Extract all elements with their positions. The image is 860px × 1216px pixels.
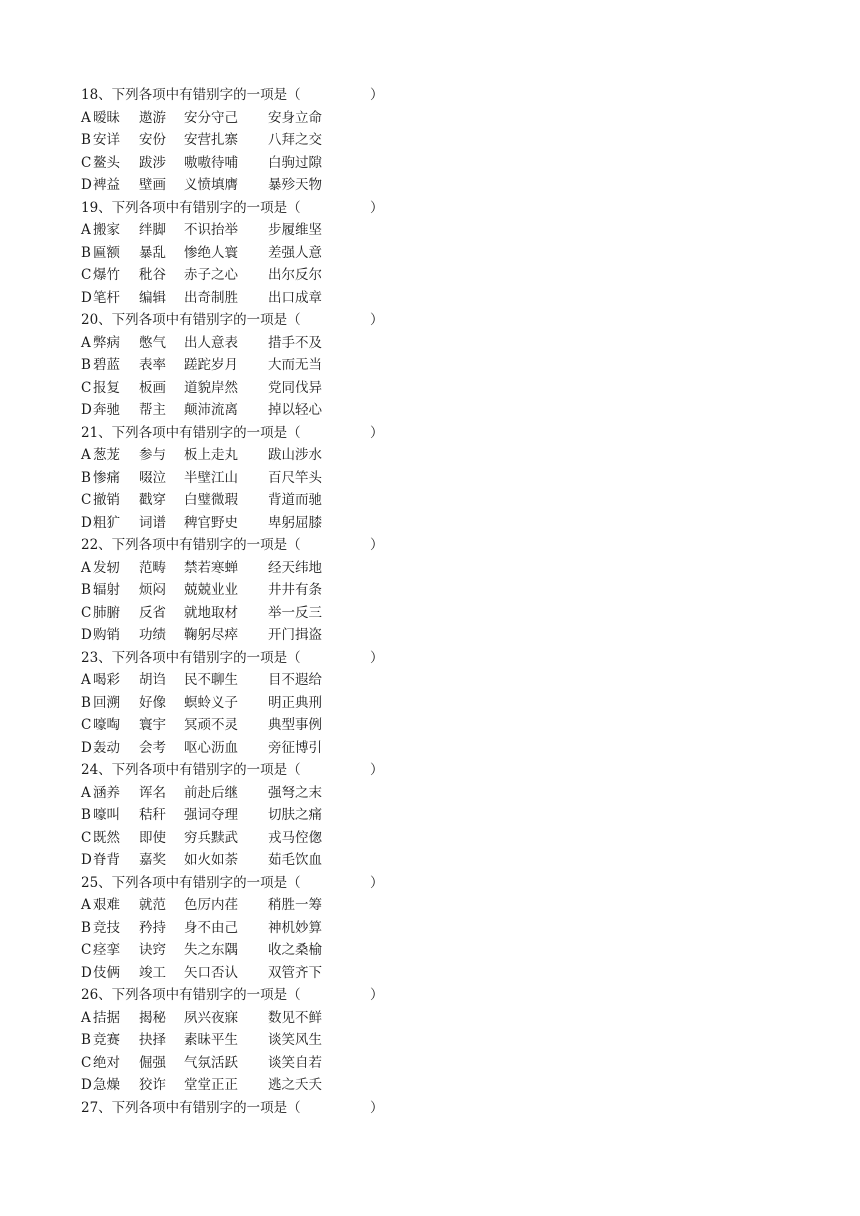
question-text: 20、下列各项中有错别字的一项是（ [81, 312, 301, 328]
option-letter: A [81, 559, 91, 576]
option-word: 好像 [139, 694, 166, 711]
option-row [81, 1029, 401, 1052]
option-word: 即使 [139, 829, 166, 846]
option-word: 身不由己 [184, 919, 238, 936]
option-word: 茹毛饮血 [268, 852, 322, 868]
option-word: 惨痛 [93, 469, 120, 486]
option-word: 伎俩 [93, 964, 120, 981]
option-word: 弊病 [93, 334, 120, 351]
option-word: 冥顽不灵 [184, 717, 238, 733]
option-word: 跋山涉水 [268, 447, 322, 463]
option-word: 稗官野史 [184, 514, 238, 531]
option-word: 轰动 [93, 739, 120, 756]
option-word: 抉择 [139, 1032, 166, 1048]
option-word: 会考 [139, 739, 166, 756]
option-letter: A [81, 222, 91, 238]
answer-bracket-close: ） [370, 874, 384, 891]
option-word: 啜泣 [139, 469, 166, 486]
option-word: 撤销 [93, 492, 120, 508]
option-word: 板画 [139, 379, 166, 396]
option-word: 出奇制胜 [184, 289, 238, 306]
option-word: 竞技 [93, 919, 120, 936]
answer-bracket-close: ） [370, 1099, 384, 1116]
question-text: 21、下列各项中有错别字的一项是（ [81, 424, 301, 441]
option-letter: B [81, 244, 91, 261]
option-word: 鳌头 [93, 154, 120, 171]
option-word: 谈笑自若 [268, 1054, 322, 1071]
option-word: 党同伐异 [268, 379, 322, 396]
option-word: 裨益 [93, 177, 120, 193]
option-word: 反省 [139, 604, 166, 621]
option-word: 范畴 [139, 559, 166, 576]
option-word: 不识抬举 [184, 222, 238, 238]
option-word: 表率 [139, 357, 166, 373]
option-letter: B [81, 582, 91, 598]
option-letter: C [81, 829, 92, 846]
option-word: 痉挛 [93, 942, 120, 958]
option-row [81, 1052, 401, 1075]
question-list [81, 84, 401, 1119]
option-row [81, 849, 401, 872]
question-text: 27、下列各项中有错别字的一项是（ [81, 1099, 301, 1116]
option-word: 百尺竿头 [268, 469, 322, 486]
option-word: 安营扎寨 [184, 132, 238, 148]
option-word: 安身立命 [268, 109, 322, 126]
option-word: 暧昧 [93, 109, 120, 126]
option-letter: D [81, 739, 92, 756]
option-letter: B [81, 469, 91, 486]
question-stem [81, 984, 401, 1007]
answer-bracket-close: ） [370, 987, 384, 1003]
option-word: 葱茏 [93, 447, 120, 463]
option-word: 逃之夭夭 [268, 1077, 322, 1093]
option-word: 嗷嗷待哺 [184, 154, 238, 171]
option-word: 功绩 [139, 627, 166, 643]
option-word: 搬家 [93, 222, 120, 238]
option-letter: D [81, 514, 92, 531]
option-letter: B [81, 694, 91, 711]
option-word: 谈笑风生 [268, 1032, 322, 1048]
option-letter: D [81, 402, 92, 418]
option-word: 涵养 [93, 784, 120, 801]
option-word: 拮据 [93, 1009, 120, 1026]
option-word: 爆竹 [93, 267, 120, 283]
option-word: 绊脚 [139, 222, 166, 238]
option-word: 堂堂正正 [184, 1077, 238, 1093]
option-letter: A [81, 109, 91, 126]
option-word: 匾额 [93, 244, 120, 261]
option-word: 肺腑 [93, 604, 120, 621]
option-word: 经天纬地 [268, 559, 322, 576]
option-letter: A [81, 1009, 91, 1026]
option-word: 素昧平生 [184, 1032, 238, 1048]
option-word: 辐射 [93, 582, 120, 598]
option-word: 脊背 [93, 852, 120, 868]
option-row [81, 377, 401, 400]
question-stem [81, 872, 401, 895]
option-letter: B [81, 357, 91, 373]
option-word: 跋涉 [139, 154, 166, 171]
option-word: 气氛活跃 [184, 1054, 238, 1071]
option-word: 嚎叫 [93, 807, 120, 823]
option-word: 嘉奖 [139, 852, 166, 868]
option-letter: A [81, 897, 91, 913]
option-letter: C [81, 604, 92, 621]
option-word: 差强人意 [268, 244, 322, 261]
option-word: 遨游 [139, 109, 166, 126]
option-word: 竣工 [139, 964, 166, 981]
option-word: 失之东隅 [184, 942, 238, 958]
option-word: 胡诌 [139, 672, 166, 688]
option-word: 掉以轻心 [268, 402, 322, 418]
option-word: 竞赛 [93, 1032, 120, 1048]
option-word: 旁征博引 [268, 739, 322, 756]
option-letter: D [81, 177, 92, 193]
option-word: 禁若寒蝉 [184, 559, 238, 576]
option-letter: D [81, 627, 92, 643]
question-text: 24、下列各项中有错别字的一项是（ [81, 762, 301, 778]
option-word: 购销 [93, 627, 120, 643]
option-word: 蹉跎岁月 [184, 357, 238, 373]
option-word: 秕谷 [139, 267, 166, 283]
option-word: 井井有条 [268, 582, 322, 598]
option-word: 词谱 [139, 514, 166, 531]
option-row [81, 174, 401, 197]
option-letter: D [81, 964, 92, 981]
option-word: 背道而驰 [268, 492, 322, 508]
option-word: 目不遐给 [268, 672, 322, 688]
option-word: 典型事例 [268, 717, 322, 733]
option-letter: D [81, 852, 92, 868]
question-stem [81, 759, 401, 782]
option-row [81, 129, 401, 152]
option-word: 壁画 [139, 177, 166, 193]
option-letter: C [81, 1054, 92, 1071]
option-word: 板上走丸 [184, 447, 238, 463]
option-row [81, 827, 401, 850]
answer-bracket-close: ） [370, 537, 384, 553]
option-word: 举一反三 [268, 604, 322, 621]
option-row [81, 152, 401, 175]
option-word: 出尔反尔 [268, 267, 322, 283]
option-word: 开门揖盗 [268, 627, 322, 643]
option-word: 明正典刑 [268, 694, 322, 711]
option-row [81, 219, 401, 242]
option-word: 义愤填膺 [184, 177, 238, 193]
option-row [81, 467, 401, 490]
option-word: 卑躬屈膝 [268, 514, 322, 531]
option-row [81, 489, 401, 512]
question-stem [81, 1097, 401, 1120]
option-word: 强弩之末 [268, 784, 322, 801]
question-text: 25、下列各项中有错别字的一项是（ [81, 874, 301, 891]
question-stem [81, 647, 401, 670]
option-word: 强词夺理 [184, 807, 238, 823]
option-word: 数见不鲜 [268, 1009, 322, 1026]
option-word: 民不聊生 [184, 672, 238, 688]
option-word: 赤子之心 [184, 267, 238, 283]
option-word: 粗犷 [93, 514, 120, 531]
option-word: 大而无当 [268, 357, 322, 373]
option-row [81, 714, 401, 737]
option-word: 出人意表 [184, 334, 238, 351]
option-word: 绝对 [93, 1054, 120, 1071]
option-word: 白璧微瑕 [184, 492, 238, 508]
option-word: 倔强 [139, 1054, 166, 1071]
option-letter: B [81, 132, 91, 148]
option-row [81, 444, 401, 467]
option-word: 就地取材 [184, 604, 238, 621]
option-letter: C [81, 717, 92, 733]
option-word: 惨绝人寰 [184, 244, 238, 261]
option-word: 穷兵黩武 [184, 829, 238, 846]
option-word: 狡诈 [139, 1077, 166, 1093]
option-word: 如火如荼 [184, 852, 238, 868]
option-row [81, 692, 401, 715]
option-letter: A [81, 784, 91, 801]
option-row [81, 782, 401, 805]
option-word: 帮主 [139, 402, 166, 418]
option-word: 出口成章 [268, 289, 322, 306]
option-word: 稍胜一筹 [268, 897, 322, 913]
option-letter: A [81, 672, 91, 688]
option-word: 神机妙算 [268, 919, 322, 936]
option-word: 报复 [93, 379, 120, 396]
option-letter: C [81, 492, 92, 508]
option-word: 半壁江山 [184, 469, 238, 486]
option-word: 碧蓝 [93, 357, 120, 373]
option-row [81, 624, 401, 647]
option-word: 道貌岸然 [184, 379, 238, 396]
option-word: 既然 [93, 829, 120, 846]
option-row [81, 962, 401, 985]
option-row [81, 917, 401, 940]
question-stem [81, 309, 401, 332]
option-word: 发轫 [93, 559, 120, 576]
option-word: 切肤之痛 [268, 807, 322, 823]
answer-bracket-close: ） [370, 424, 384, 441]
option-row [81, 354, 401, 377]
answer-bracket-close: ） [370, 649, 384, 666]
answer-bracket-close: ） [370, 312, 384, 328]
option-word: 安份 [139, 132, 166, 148]
option-row [81, 264, 401, 287]
option-word: 揭秘 [139, 1009, 166, 1026]
option-letter: C [81, 154, 92, 171]
option-row [81, 602, 401, 625]
question-stem [81, 84, 401, 107]
option-word: 安分守己 [184, 109, 238, 126]
question-stem [81, 534, 401, 557]
option-row [81, 939, 401, 962]
option-row [81, 894, 401, 917]
option-row [81, 557, 401, 580]
option-word: 编辑 [139, 289, 166, 306]
option-word: 安详 [93, 132, 120, 148]
option-letter: C [81, 942, 92, 958]
option-letter: D [81, 289, 92, 306]
option-word: 憋气 [139, 334, 166, 351]
option-word: 暴殄天物 [268, 177, 322, 193]
option-word: 笔杆 [93, 289, 120, 306]
option-letter: B [81, 1032, 91, 1048]
option-word: 措手不及 [268, 334, 322, 351]
option-row [81, 287, 401, 310]
option-word: 寰宇 [139, 717, 166, 733]
option-word: 呕心沥血 [184, 739, 238, 756]
option-word: 奔驰 [93, 402, 120, 418]
option-word: 戎马倥偬 [268, 829, 322, 846]
option-letter: D [81, 1077, 92, 1093]
option-word: 艰难 [93, 897, 120, 913]
option-row [81, 804, 401, 827]
option-word: 颠沛流离 [184, 402, 238, 418]
option-letter: B [81, 807, 91, 823]
option-word: 参与 [139, 447, 166, 463]
option-word: 步履维坚 [268, 222, 322, 238]
answer-bracket-close: ） [370, 762, 384, 778]
question-text: 23、下列各项中有错别字的一项是（ [81, 649, 301, 666]
option-word: 前赴后继 [184, 784, 238, 801]
option-word: 双管齐下 [268, 964, 322, 981]
option-word: 诀窍 [139, 942, 166, 958]
option-row [81, 579, 401, 602]
option-letter: C [81, 267, 92, 283]
question-stem [81, 422, 401, 445]
option-row [81, 512, 401, 535]
option-word: 兢兢业业 [184, 582, 238, 598]
option-word: 夙兴夜寐 [184, 1009, 238, 1026]
option-word: 回溯 [93, 694, 120, 711]
option-row [81, 242, 401, 265]
option-letter: A [81, 447, 91, 463]
option-row [81, 1007, 401, 1030]
option-word: 烦闷 [139, 582, 166, 598]
option-word: 喝彩 [93, 672, 120, 688]
option-word: 诨名 [139, 784, 166, 801]
option-row [81, 332, 401, 355]
option-row [81, 399, 401, 422]
question-text: 18、下列各项中有错别字的一项是（ [81, 87, 301, 103]
option-word: 暴乱 [139, 244, 166, 261]
option-word: 色厉内荏 [184, 897, 238, 913]
option-word: 矜持 [139, 919, 166, 936]
question-stem [81, 197, 401, 220]
option-word: 急燥 [93, 1077, 120, 1093]
option-word: 收之桑榆 [268, 942, 322, 958]
option-word: 鞠躬尽瘁 [184, 627, 238, 643]
option-word: 秸秆 [139, 807, 166, 823]
question-text: 26、下列各项中有错别字的一项是（ [81, 987, 301, 1003]
option-word: 嚎啕 [93, 717, 120, 733]
answer-bracket-close: ） [370, 199, 384, 216]
option-word: 戳穿 [139, 492, 166, 508]
option-word: 就范 [139, 897, 166, 913]
option-word: 矢口否认 [184, 964, 238, 981]
option-row [81, 669, 401, 692]
option-row [81, 1074, 401, 1097]
option-letter: A [81, 334, 91, 351]
question-text: 19、下列各项中有错别字的一项是（ [81, 199, 301, 216]
option-letter: B [81, 919, 91, 936]
option-word: 白驹过隙 [268, 154, 322, 171]
option-row [81, 737, 401, 760]
option-word: 螟蛉义子 [184, 694, 238, 711]
option-letter: C [81, 379, 92, 396]
question-text: 22、下列各项中有错别字的一项是（ [81, 537, 301, 553]
answer-bracket-close: ） [370, 87, 384, 103]
option-word: 八拜之交 [268, 132, 322, 148]
option-row [81, 107, 401, 130]
